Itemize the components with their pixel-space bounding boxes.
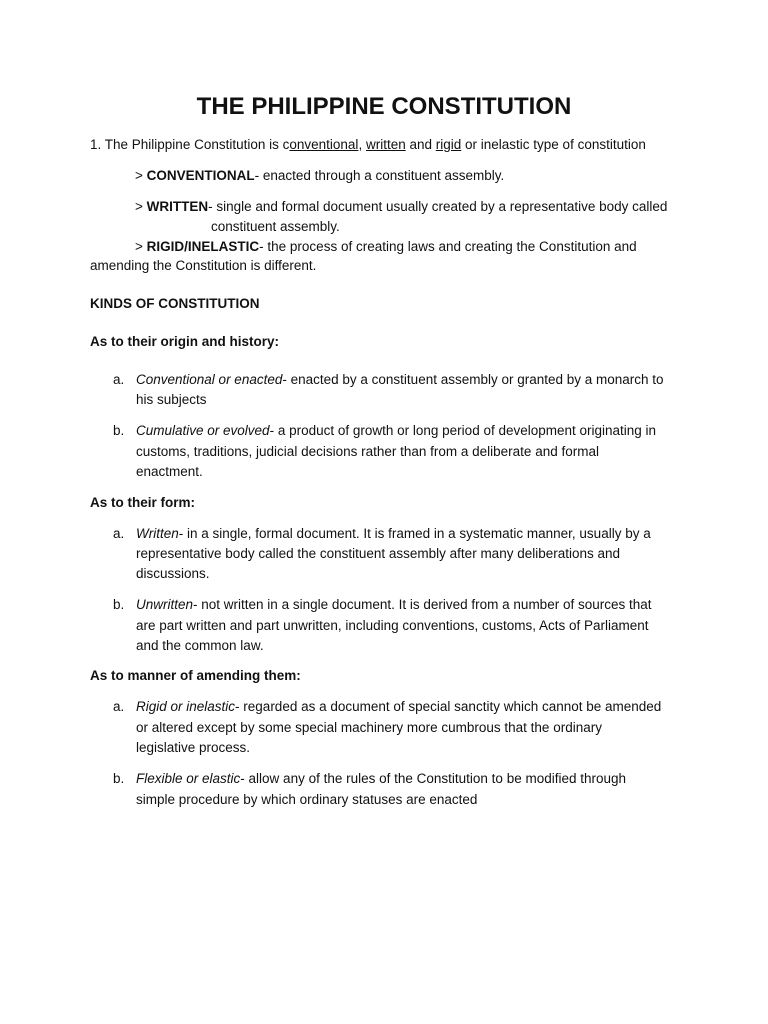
intro-suffix: or inelastic type of constitution (461, 137, 646, 152)
type-term: CONVENTIONAL (146, 168, 255, 183)
list-marker: a. (113, 699, 125, 714)
type-desc: - enacted through a constituent assembly. (254, 168, 505, 183)
intro-term-conventional: onventional (289, 137, 359, 152)
list-item-line: are part written and part unwritten, including conventions, customs, Acts of Parliament (136, 618, 649, 633)
type-desc: - the process of creating laws and creating the Constitution and (259, 239, 637, 254)
type-arrow: > (135, 168, 147, 183)
item-term: Rigid or inelastic (136, 699, 236, 714)
item-desc: - regarded as a document of special sanctity which cannot be amended (235, 699, 662, 714)
intro-sep2: and (405, 137, 436, 152)
intro-line (90, 135, 646, 155)
list-marker: a. (113, 526, 125, 541)
item-term: Cumulative or evolved (136, 423, 270, 438)
list-item-conventional (136, 370, 664, 390)
list-item-line: discussions. (136, 566, 210, 581)
item-term: Unwritten (136, 597, 194, 612)
intro-sep1: , (358, 137, 366, 152)
list-item-flexible (136, 769, 626, 789)
type-rigid (135, 237, 637, 257)
type-term: RIGID/INELASTIC (146, 239, 260, 254)
intro-prefix: 1. The Philippine Constitution is c (90, 137, 290, 152)
list-item-line: representative body called the constituent assembly after many deliberations and (136, 546, 621, 561)
section-heading-origin: As to their origin and history: (90, 334, 280, 349)
type-desc: - single and formal document usually created by a representative body called (208, 199, 668, 214)
item-term: Flexible or elastic (136, 771, 241, 786)
kinds-heading: KINDS OF CONSTITUTION (90, 296, 260, 311)
type-arrow: > (135, 239, 147, 254)
page-title: THE PHILIPPINE CONSTITUTION (196, 93, 572, 120)
item-desc: - allow any of the rules of the Constitution to be modified through (240, 771, 627, 786)
type-rigid-continuation: amending the Constitution is different. (90, 258, 317, 273)
item-desc: - in a single, formal document. It is framed in a systematic manner, usually by a (178, 526, 651, 541)
list-item-line: customs, traditions, judicial decisions rather than from a deliberate and formal (136, 444, 599, 459)
list-marker: a. (113, 372, 125, 387)
list-item-line: enactment. (136, 464, 203, 479)
list-item-line: or altered except by some special machinery more cumbrous that the ordinary (136, 720, 602, 735)
item-desc: - not written in a single document. It is derived from a number of sources that (193, 597, 652, 612)
section-heading-amending: As to manner of amending them: (90, 668, 301, 683)
intro-term-rigid: rigid (435, 137, 462, 152)
type-written-continuation: constituent assembly. (211, 219, 340, 234)
list-marker: b. (113, 597, 125, 612)
item-term: Written (136, 526, 179, 541)
type-arrow: > (135, 199, 147, 214)
list-item-line: simple procedure by which ordinary statuses are enacted (136, 792, 478, 807)
list-item-written (136, 524, 651, 544)
list-item-line: legislative process. (136, 740, 251, 755)
list-item-line: his subjects (136, 392, 207, 407)
type-term: WRITTEN (146, 199, 209, 214)
list-item-unwritten (136, 595, 652, 615)
list-item-rigid (136, 697, 661, 717)
intro-term-written: written (365, 137, 406, 152)
list-item-cumulative (136, 421, 656, 441)
list-marker: b. (113, 771, 125, 786)
type-conventional (135, 166, 504, 186)
item-term: Conventional or enacted (136, 372, 283, 387)
section-heading-form: As to their form: (90, 495, 196, 510)
list-marker: b. (113, 423, 125, 438)
item-desc: - a product of growth or long period of development originating in (269, 423, 657, 438)
type-written (135, 197, 667, 217)
item-desc: - enacted by a constituent assembly or granted by a monarch to (282, 372, 664, 387)
list-item-line: and the common law. (136, 638, 264, 653)
